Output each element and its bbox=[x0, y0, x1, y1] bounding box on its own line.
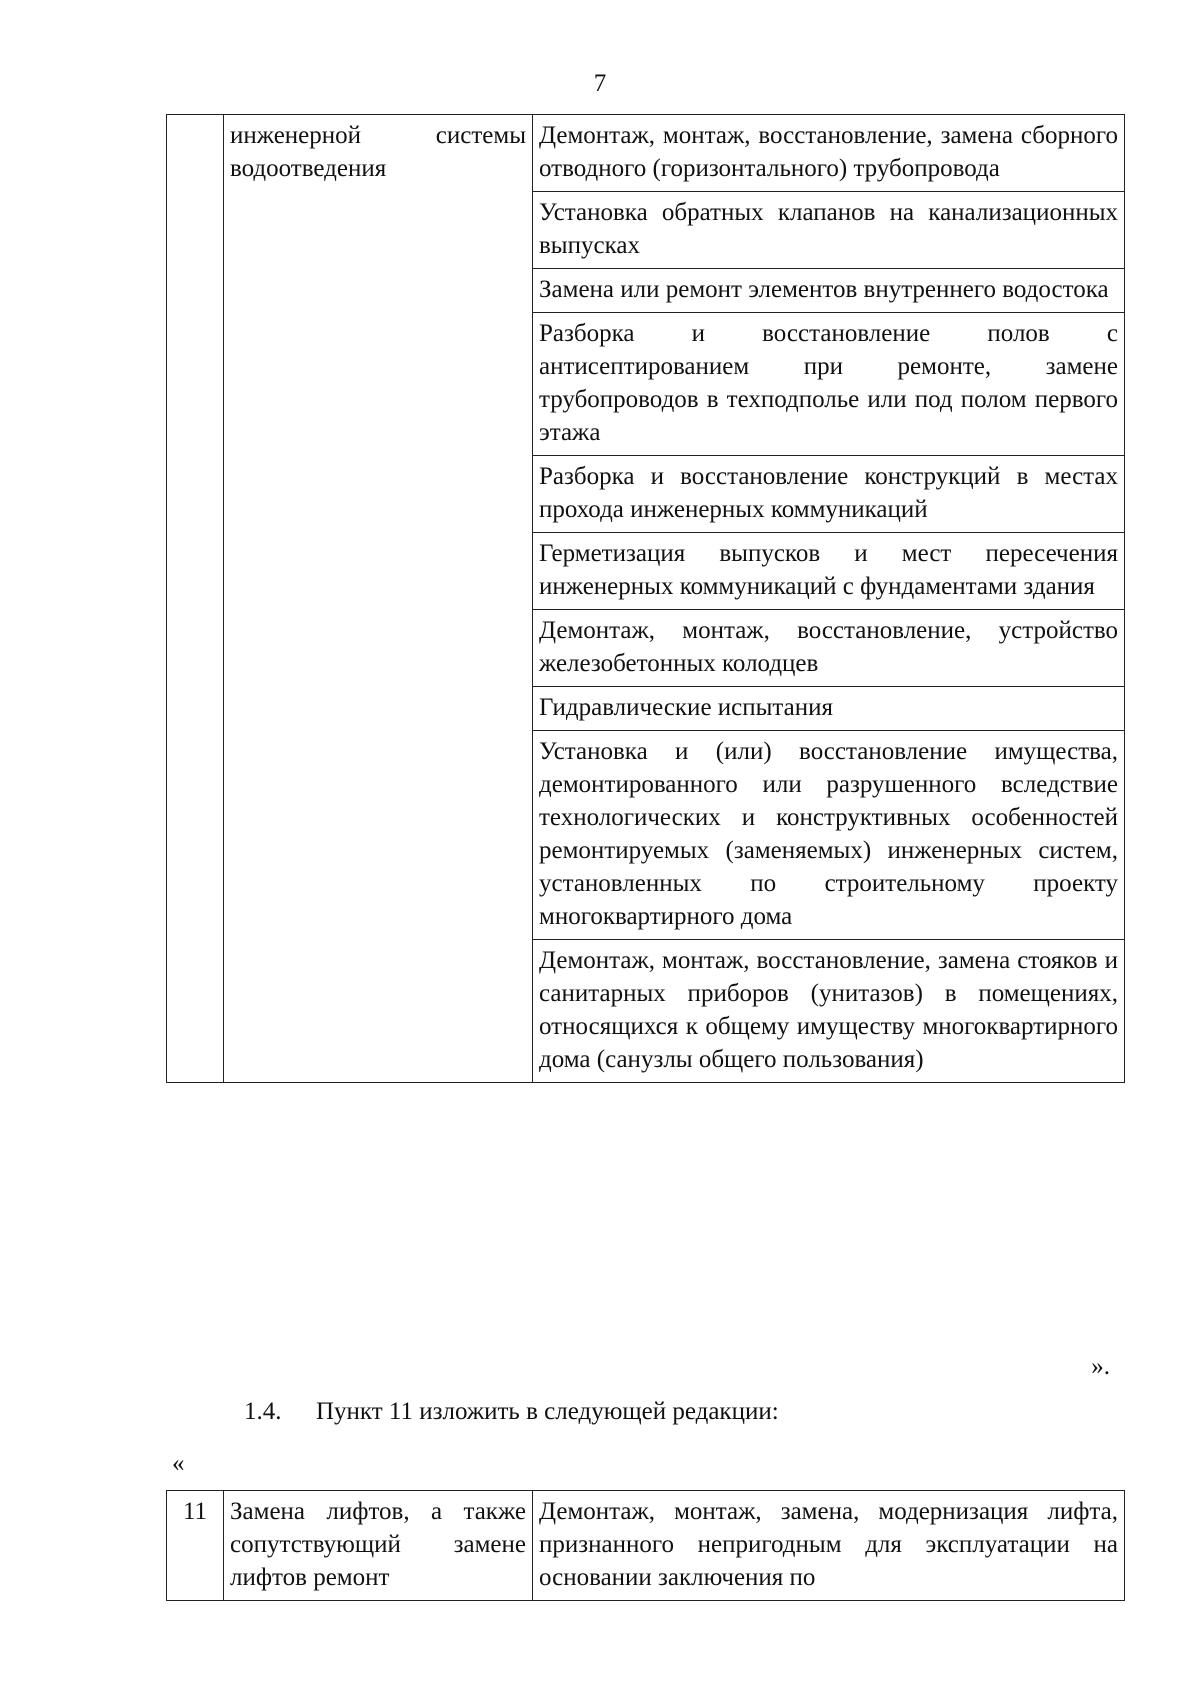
work-description-cell: Установка обратных клапанов на канализационных выпусках bbox=[533, 192, 1125, 269]
item-number: 1.4. bbox=[244, 1398, 282, 1425]
work-description-cell: Установка и (или) восстановление имущества, демонтированного или разрушенного вследствие технологических и конструктивных особенностей ремонтируемых (заменяемых) инженерных систем, установленных по строительному проекту многоквартирного дома bbox=[533, 731, 1125, 940]
item-text: Пункт 11 изложить в следующей редакции: bbox=[316, 1398, 779, 1425]
work-description-cell: Герметизация выпусков и мест пересечения инженерных коммуникаций с фундаментами здания bbox=[533, 533, 1125, 610]
number-cell bbox=[167, 115, 224, 1083]
works-table-new bbox=[166, 1490, 1125, 1601]
page-number: 7 bbox=[593, 70, 607, 97]
number-cell: 11 bbox=[167, 1491, 224, 1601]
work-description-cell: Замена или ремонт элементов внутреннего водостока bbox=[533, 269, 1125, 313]
closing-quote: ». bbox=[1091, 1353, 1110, 1380]
work-description-cell: Разборка и восстановление конструкций в местах прохода инженерных коммуникаций bbox=[533, 456, 1125, 533]
amendment-item bbox=[244, 1398, 779, 1426]
work-description-cell: Гидравлические испытания bbox=[533, 687, 1125, 731]
system-name-cell: инженерной системы водоотведения bbox=[224, 115, 533, 1083]
works-table-continued bbox=[166, 114, 1125, 1083]
work-description-cell: Демонтаж, монтаж, восстановление, устройство железобетонных колодцев bbox=[533, 610, 1125, 687]
system-name-cell: Замена лифтов, а также сопутствующий замене лифтов ремонт bbox=[224, 1491, 533, 1601]
table-row bbox=[167, 115, 1125, 192]
work-description-cell: Демонтаж, монтаж, восстановление, замена сборного отводного (горизонтального) трубопровода bbox=[533, 115, 1125, 192]
opening-quote: « bbox=[172, 1450, 185, 1477]
work-description-cell: Разборка и восстановление полов с антисептированием при ремонте, замене трубопроводов в техподполье или под полом первого этажа bbox=[533, 313, 1125, 456]
work-description-cell: Демонтаж, монтаж, восстановление, замена стояков и санитарных приборов (унитазов) в помещениях, относящихся к общему имуществу многоквартирного дома (санузлы общего пользования) bbox=[533, 940, 1125, 1083]
table-row bbox=[167, 1491, 1125, 1601]
work-description-cell: Демонтаж, монтаж, замена, модернизация лифта, признанного непригодным для эксплуатации на основании заключения по bbox=[533, 1491, 1125, 1601]
